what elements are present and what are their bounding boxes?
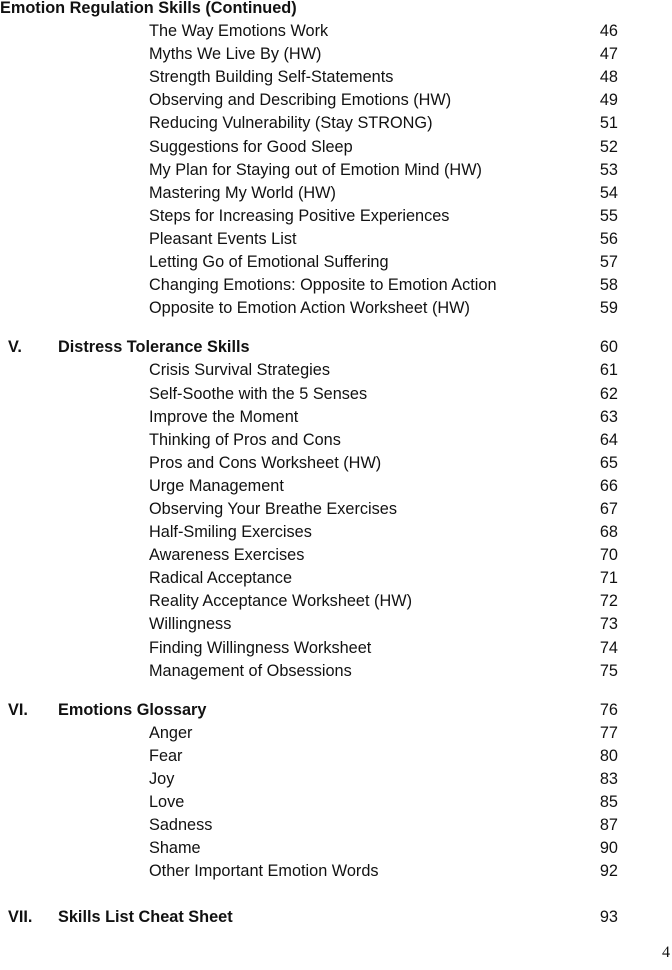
toc-entry: [0, 637, 672, 660]
entry-title: Half-Smiling Exercises: [149, 523, 312, 542]
toc-entry: [0, 159, 672, 182]
toc-entry: [0, 768, 672, 791]
entry-page: 67: [599, 499, 618, 518]
entry-page: 51: [599, 114, 618, 133]
toc-entry: [0, 521, 672, 544]
section-numeral: VII.: [8, 908, 33, 927]
entry-title: Suggestions for Good Sleep: [149, 137, 353, 156]
toc-entry: [0, 297, 672, 320]
entry-title: Observing Your Breathe Exercises: [149, 499, 397, 518]
section-heading: [0, 906, 672, 929]
entry-title: Changing Emotions: Opposite to Emotion Action: [149, 276, 497, 295]
entry-title: Letting Go of Emotional Suffering: [149, 253, 389, 272]
toc-entry: [0, 814, 672, 837]
entry-page: 87: [599, 816, 618, 835]
entry-title: Other Important Emotion Words: [149, 862, 379, 881]
entry-page: 64: [599, 430, 618, 449]
entry-page: 48: [599, 68, 618, 87]
entry-page: 53: [599, 160, 618, 179]
toc-entry: [0, 498, 672, 521]
section-page: 60: [599, 338, 618, 357]
entry-title: Willingness: [149, 615, 232, 634]
toc-entry: [0, 544, 672, 567]
entry-title: Mastering My World (HW): [149, 183, 336, 202]
entry-page: 57: [599, 253, 618, 272]
section-title: Emotions Glossary: [58, 700, 207, 719]
toc-entry: [0, 837, 672, 860]
entry-page: 77: [599, 723, 618, 742]
entry-title: Radical Acceptance: [149, 569, 293, 588]
toc-entry: [0, 722, 672, 745]
entry-page: 58: [599, 276, 618, 295]
entry-title: Pleasant Events List: [149, 229, 297, 248]
entry-title: Improve the Moment: [149, 407, 299, 426]
section-heading: [0, 0, 672, 20]
entry-title: Fear: [149, 746, 183, 765]
entry-title: Thinking of Pros and Cons: [149, 430, 341, 449]
entry-title: Crisis Survival Strategies: [149, 361, 330, 380]
entry-title: Awareness Exercises: [149, 546, 305, 565]
toc-entry: [0, 182, 672, 205]
section-title: Skills List Cheat Sheet: [58, 908, 233, 927]
section-page: 93: [599, 908, 618, 927]
toc-entry: [0, 429, 672, 452]
entry-page: 56: [599, 229, 618, 248]
entry-title: Steps for Increasing Positive Experiences: [149, 206, 450, 225]
toc-entry: [0, 20, 672, 43]
entry-page: 90: [599, 839, 618, 858]
entry-page: 46: [599, 22, 618, 41]
page-number: 4: [662, 944, 670, 961]
entry-page: 47: [599, 45, 618, 64]
entry-page: 54: [599, 183, 618, 202]
toc-entry: [0, 791, 672, 814]
entry-title: Sadness: [149, 816, 213, 835]
entry-page: 55: [599, 206, 618, 225]
toc-entry: [0, 475, 672, 498]
entry-page: 72: [599, 592, 618, 611]
entry-title: Reducing Vulnerability (Stay STRONG): [149, 114, 433, 133]
entry-page: 83: [599, 770, 618, 788]
entry-title: Strength Building Self-Statements: [149, 68, 394, 87]
entry-page: 49: [599, 91, 618, 110]
toc-entry: [0, 112, 672, 135]
entry-page: 74: [599, 638, 618, 657]
toc-entry: [0, 274, 672, 297]
section-title: Emotion Regulation Skills (Continued): [0, 0, 297, 17]
toc-entry: [0, 745, 672, 768]
entry-title: Reality Acceptance Worksheet (HW): [149, 592, 413, 611]
section-heading: [0, 699, 672, 722]
entry-title: Management of Obsessions: [149, 661, 352, 680]
entry-title: Joy: [149, 770, 175, 788]
entry-title: Self-Soothe with the 5 Senses: [149, 384, 368, 403]
section-numeral: V.: [8, 338, 22, 357]
entry-title: Anger: [149, 723, 193, 742]
toc-entry: [0, 359, 672, 382]
entry-title: The Way Emotions Work: [149, 22, 329, 41]
entry-page: 80: [599, 746, 618, 765]
section-title: Distress Tolerance Skills: [58, 338, 250, 357]
entry-title: My Plan for Staying out of Emotion Mind (HW): [149, 160, 482, 179]
toc-entry: [0, 660, 672, 683]
toc-entry: [0, 452, 672, 475]
section-heading: [0, 336, 672, 359]
entry-page: 66: [599, 476, 618, 495]
entry-title: Shame: [149, 839, 201, 858]
toc-entry: [0, 205, 672, 228]
entry-title: Opposite to Emotion Action Worksheet (HW): [149, 299, 470, 318]
toc-entry: [0, 406, 672, 429]
toc-entry: [0, 383, 672, 406]
toc-entry: [0, 43, 672, 66]
section-numeral: VI.: [8, 700, 28, 719]
toc-entry: [0, 613, 672, 636]
toc-entry: [0, 136, 672, 159]
entry-page: 70: [599, 546, 618, 565]
entry-title: Myths We Live By (HW): [149, 45, 322, 64]
entry-page: 61: [599, 361, 618, 380]
entry-title: Urge Management: [149, 476, 284, 495]
toc-entry: [0, 66, 672, 89]
toc-entry: [0, 590, 672, 613]
entry-page: 52: [599, 137, 618, 156]
entry-page: 59: [599, 299, 618, 318]
entry-title: Love: [149, 793, 185, 812]
section-spacer: [0, 883, 672, 906]
entry-page: 62: [599, 384, 618, 403]
entry-page: 92: [599, 862, 618, 881]
toc-entry: [0, 251, 672, 274]
entry-page: 85: [599, 793, 618, 812]
entry-title: Finding Willingness Worksheet: [149, 638, 372, 657]
entry-title: Observing and Describing Emotions (HW): [149, 91, 452, 110]
section-page: 76: [599, 700, 618, 719]
entry-page: 65: [599, 453, 618, 472]
entry-title: Pros and Cons Worksheet (HW): [149, 453, 382, 472]
entry-page: 68: [599, 523, 618, 542]
toc-entry: [0, 860, 672, 883]
entry-page: 73: [599, 615, 618, 634]
section-spacer: [0, 320, 672, 336]
toc-entry: [0, 89, 672, 112]
toc-entry: [0, 567, 672, 590]
toc-entry: [0, 228, 672, 251]
entry-page: 63: [599, 407, 618, 426]
entry-page: 71: [599, 569, 618, 588]
entry-page: 75: [599, 661, 618, 680]
section-spacer: [0, 683, 672, 699]
